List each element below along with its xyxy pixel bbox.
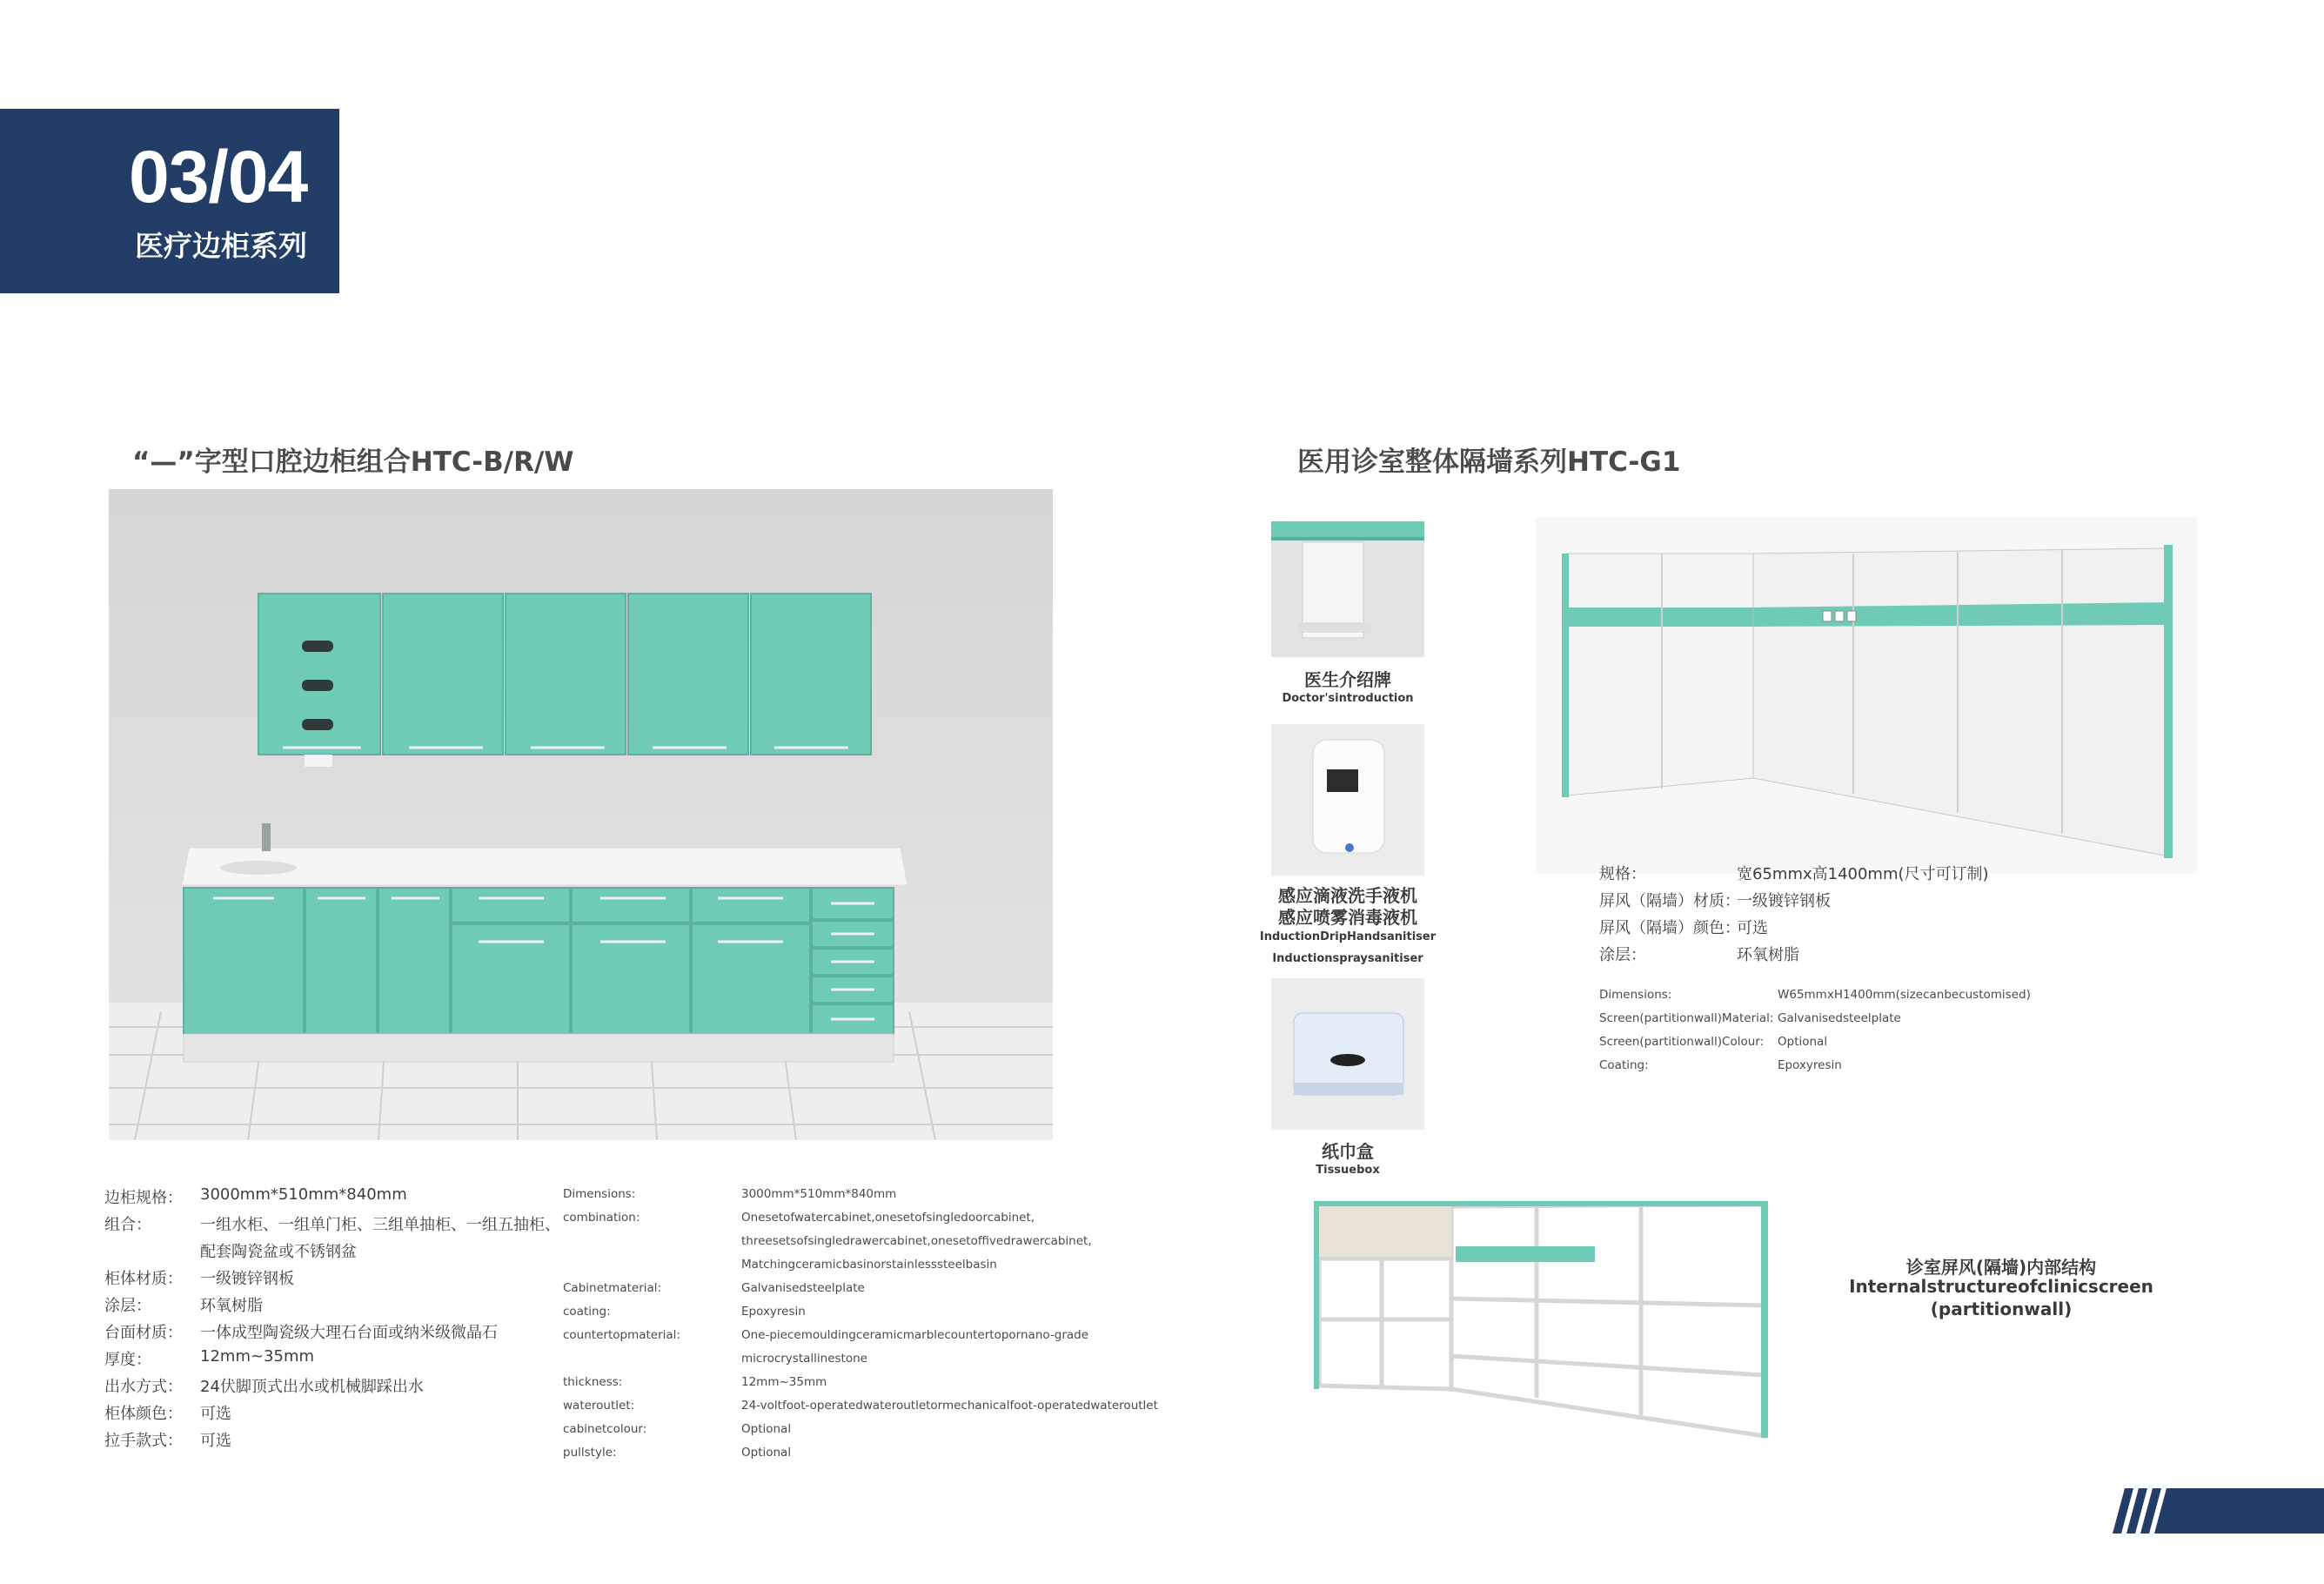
spec-value: Epoxyresin <box>741 1305 806 1319</box>
spec-key: pullstyle: <box>563 1446 617 1460</box>
spec-key: 屏风（隔墙）颜色： <box>1599 919 1740 937</box>
spec-value: Onesetofwatercabinet,onesetofsingledoorcabinet, <box>741 1211 1035 1225</box>
spec-value: 宽65mmx高1400mm(尺寸可订制) <box>1737 865 1989 883</box>
spec-key: coating: <box>563 1305 611 1319</box>
spec-value: threesetsofsingledrawercabinet,onesetoffivedrawercabinet, <box>741 1234 1092 1248</box>
spec-key: Coating: <box>1599 1058 1649 1072</box>
spec-value: Epoxyresin <box>1778 1058 1842 1072</box>
spec-value: Galvanisedsteelplate <box>1778 1011 1901 1025</box>
doctor-sign-caption-en: Doctor'sintroduction <box>1282 692 1414 705</box>
spec-key: 柜体颜色： <box>104 1405 183 1423</box>
spec-value: Matchingceramicbasinorstainlesssteelbasin <box>741 1258 997 1272</box>
spec-key: 边柜规格： <box>104 1189 183 1207</box>
spec-value: 一级镀锌钢板 <box>1737 892 1831 910</box>
partition-section-title: 医用诊室整体隔墙系列HTC-G1 <box>1297 446 1681 478</box>
spec-value: Optional <box>741 1422 792 1436</box>
series-title: 医疗边柜系列 <box>135 229 307 263</box>
spec-key: Cabinetmaterial: <box>563 1281 662 1295</box>
spec-key: 涂层： <box>104 1297 151 1315</box>
spec-value: Optional <box>741 1446 792 1460</box>
spec-value: Galvanisedsteelplate <box>741 1281 865 1295</box>
spec-value: 配套陶瓷盆或不锈钢盆 <box>200 1243 357 1261</box>
spec-key: combination: <box>563 1211 640 1225</box>
spray-caption-en: Inductionspraysanitiser <box>1272 952 1423 965</box>
spec-value: 3000mm*510mm*840mm <box>741 1187 897 1201</box>
cabinet-specs-cn <box>104 1185 560 1464</box>
spec-key: Dimensions: <box>1599 988 1672 1002</box>
spec-value: 12mm~35mm <box>200 1347 315 1366</box>
spec-value: 可选 <box>200 1405 231 1423</box>
spec-value: 环氧树脂 <box>200 1297 263 1315</box>
page-number: 03/04 <box>129 136 308 218</box>
spec-value: 可选 <box>200 1432 231 1450</box>
spec-key: 台面材质： <box>104 1324 183 1342</box>
partition-wall-photo <box>1536 517 2197 874</box>
spec-value: 一组水柜、一组单门柜、三组单抽柜、一组五抽柜、 <box>200 1216 560 1234</box>
spec-key: Dimensions: <box>563 1187 636 1201</box>
cabinet-section-title: “—”字型口腔边柜组合HTC-B/R/W <box>132 446 574 478</box>
spec-value: 可选 <box>1737 919 1768 937</box>
spec-key: Screen(partitionwall)Colour: <box>1599 1035 1765 1049</box>
spec-value: microcrystallinestone <box>741 1352 867 1366</box>
dental-cabinet-photo <box>109 489 1053 1140</box>
tissue-box-photo <box>1271 978 1424 1130</box>
spec-key: cabinetcolour: <box>563 1422 647 1436</box>
partition-structure-photo <box>1312 1201 1773 1440</box>
spec-value: 一体成型陶瓷级大理石台面或纳米级微晶石 <box>200 1324 498 1342</box>
spec-key: 厚度： <box>104 1351 151 1369</box>
structure-caption-en2: (partitionwall) <box>1930 1299 2073 1319</box>
spec-value: 24伏脚顶式出水或机械脚踩出水 <box>200 1378 424 1396</box>
spec-key: countertopmaterial: <box>563 1328 680 1342</box>
spec-key: 涂层： <box>1599 946 1646 964</box>
spec-value: W65mmxH1400mm(sizecanbecustomised) <box>1778 988 2031 1002</box>
spec-value: One-piecemouldingceramicmarblecountertopornano-grade <box>741 1328 1089 1342</box>
corner-stripes <box>2113 1488 2324 1534</box>
spec-key: thickness: <box>563 1375 623 1389</box>
spec-key: 屏风（隔墙）材质： <box>1599 892 1740 910</box>
structure-caption: 诊室屏风(隔墙)内部结构 <box>1905 1257 2097 1278</box>
sanitiser-caption: 感应滴液洗手液机 <box>1278 885 1417 906</box>
spec-key: 规格： <box>1599 865 1646 883</box>
spec-key: Screen(partitionwall)Material: <box>1599 1011 1774 1025</box>
spec-key: 出水方式： <box>104 1378 183 1396</box>
spec-value: 12mm~35mm <box>741 1375 827 1389</box>
partition-specs-en <box>1599 988 2086 1084</box>
spec-value: 3000mm*510mm*840mm <box>200 1185 407 1204</box>
page-badge <box>0 109 339 293</box>
spec-key: 组合： <box>104 1216 151 1234</box>
spec-value: Optional <box>1778 1035 1828 1049</box>
doctor-sign-photo <box>1271 521 1424 657</box>
tissue-box-caption-en: Tissuebox <box>1316 1164 1380 1177</box>
spec-value: 一级镀锌钢板 <box>200 1270 294 1288</box>
partition-specs-cn <box>1599 862 2086 975</box>
spec-key: 拉手款式： <box>104 1432 183 1450</box>
spray-caption: 感应喷雾消毒液机 <box>1278 907 1417 928</box>
tissue-box-caption: 纸巾盒 <box>1322 1141 1374 1162</box>
spec-key: wateroutlet: <box>563 1399 635 1413</box>
doctor-sign-caption: 医生介绍牌 <box>1304 669 1391 690</box>
spec-key: 柜体材质： <box>104 1270 183 1288</box>
structure-caption-en: Internalstructureofclinicscreen <box>1849 1276 2153 1297</box>
sanitiser-caption-en: InductionDripHandsanitiser <box>1259 930 1437 943</box>
spec-value: 24-voltfoot-operatedwateroutletormechanicalfoot-operatedwateroutlet <box>741 1399 1158 1413</box>
cabinet-specs-en <box>563 1187 1163 1474</box>
sanitiser-photo <box>1271 724 1424 876</box>
spec-value: 环氧树脂 <box>1737 946 1799 964</box>
